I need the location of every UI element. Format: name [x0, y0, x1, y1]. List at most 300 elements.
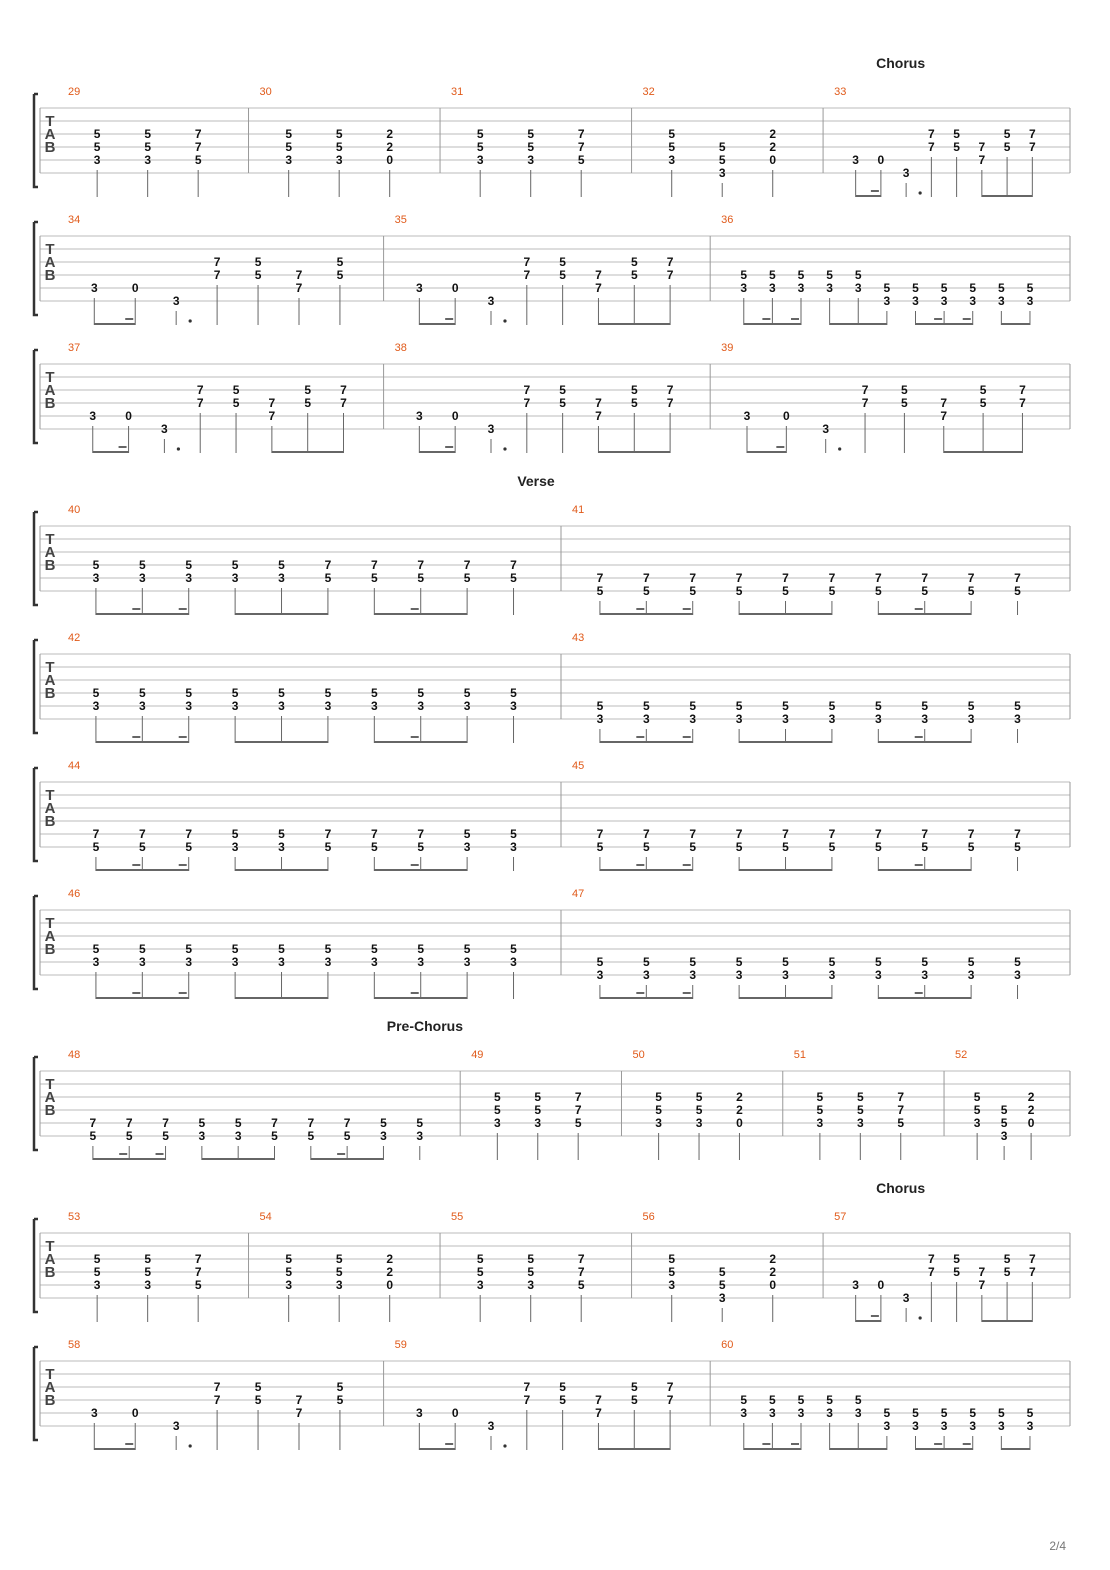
fret-number: 0 — [769, 1278, 777, 1292]
fret-number: 5 — [335, 127, 343, 141]
fret-number: 3 — [912, 294, 919, 308]
fret-number: 3 — [463, 955, 471, 969]
fret-number: 3 — [285, 1278, 293, 1292]
measure-number: 51 — [793, 1049, 807, 1061]
beam — [598, 1448, 670, 1450]
fret-number: 3 — [417, 699, 425, 713]
fret-number: 3 — [335, 153, 343, 167]
fret-number: 3 — [415, 409, 423, 423]
fret-number: 7 — [735, 571, 743, 585]
fret-number: 3 — [172, 1419, 180, 1433]
fret-number: 5 — [856, 1090, 864, 1104]
fret-number: 5 — [967, 840, 975, 854]
beam-16th — [125, 318, 133, 320]
fret-number: 7 — [213, 1393, 221, 1407]
fret-number: 3 — [998, 294, 1005, 308]
beam-16th — [411, 864, 419, 866]
fret-number: 5 — [695, 1090, 703, 1104]
fret-number: 3 — [487, 294, 495, 308]
fret-number: 5 — [782, 955, 789, 969]
fret-number: 5 — [144, 1265, 152, 1279]
fret-number: 3 — [1014, 712, 1021, 726]
fret-number: 7 — [666, 396, 674, 410]
fret-number: 5 — [816, 1090, 824, 1104]
fret-number: 5 — [527, 1252, 535, 1266]
tab-letter-a: A — [44, 800, 56, 817]
beam — [739, 741, 832, 743]
measure-number: 30 — [259, 86, 272, 98]
beam-16th — [156, 1153, 164, 1155]
staff-bracket — [34, 512, 38, 605]
section-label: Chorus — [876, 55, 926, 71]
fret-number: 3 — [510, 955, 517, 969]
fret-number: 5 — [324, 686, 332, 700]
fret-number: 5 — [883, 281, 891, 295]
fret-number: 5 — [630, 383, 638, 397]
dot — [503, 319, 506, 322]
measure-number: 31 — [451, 86, 464, 98]
fret-number: 5 — [417, 840, 425, 854]
fret-number: 3 — [969, 1419, 977, 1433]
fret-number: 7 — [642, 571, 650, 585]
fret-number: 5 — [93, 140, 101, 154]
tab-letter-b: B — [44, 1102, 56, 1119]
fret-number: 3 — [816, 1116, 824, 1130]
fret-number: 5 — [232, 383, 240, 397]
fret-number: 3 — [93, 1278, 101, 1292]
fret-number: 5 — [138, 942, 146, 956]
fret-number: 3 — [92, 571, 100, 585]
fret-number: 7 — [940, 396, 948, 410]
fret-number: 5 — [630, 1380, 638, 1394]
fret-number: 5 — [1014, 584, 1021, 598]
fret-number: 3 — [973, 1116, 981, 1130]
fret-number: 5 — [559, 255, 566, 269]
fret-number: 7 — [574, 1090, 582, 1104]
beam — [915, 323, 972, 325]
fret-number: 7 — [1019, 383, 1026, 397]
fret-number: 2 — [769, 1252, 777, 1266]
fret-number: 0 — [125, 409, 132, 423]
fret-number: 5 — [271, 1129, 278, 1143]
fret-number: 3 — [828, 712, 836, 726]
beam — [235, 869, 328, 871]
fret-number: 7 — [370, 558, 378, 572]
measure-number: 29 — [68, 86, 81, 98]
fret-number: 3 — [335, 1278, 343, 1292]
tab-letter-a: A — [44, 672, 56, 689]
fret-number: 3 — [695, 1116, 703, 1130]
fret-number: 5 — [254, 1380, 262, 1394]
fret-number: 2 — [736, 1090, 743, 1104]
fret-number: 7 — [577, 1252, 585, 1266]
fret-number: 7 — [978, 140, 986, 154]
tab-letter-a: A — [44, 126, 56, 143]
fret-number: 3 — [487, 422, 495, 436]
fret-number: 5 — [335, 140, 343, 154]
fret-number: 5 — [534, 1103, 542, 1117]
fret-number: 5 — [476, 140, 484, 154]
fret-number: 3 — [921, 968, 929, 982]
fret-number: 7 — [928, 140, 935, 154]
fret-number: 0 — [386, 1278, 394, 1292]
fret-number: 5 — [336, 255, 344, 269]
beam — [830, 323, 887, 325]
fret-number: 5 — [655, 1103, 662, 1117]
fret-number: 7 — [782, 827, 789, 841]
tab-letter-a: A — [44, 382, 56, 399]
measure-number: 40 — [68, 504, 81, 516]
fret-number: 7 — [324, 558, 332, 572]
beam-16th — [411, 736, 419, 738]
fret-number: 5 — [642, 584, 650, 598]
fret-number: 3 — [826, 281, 833, 295]
fret-number: 5 — [254, 268, 262, 282]
fret-number: 5 — [307, 1129, 315, 1143]
fret-number: 7 — [92, 827, 100, 841]
fret-number: 3 — [769, 281, 776, 295]
fret-number: 7 — [928, 127, 935, 141]
fret-number: 5 — [463, 942, 471, 956]
fret-number: 3 — [463, 840, 471, 854]
fret-number: 3 — [852, 153, 859, 167]
fret-number: 0 — [877, 153, 885, 167]
fret-number: 5 — [689, 840, 697, 854]
fret-number: 5 — [162, 1129, 169, 1143]
fret-number: 5 — [370, 942, 378, 956]
beam — [600, 869, 693, 871]
fret-number: 3 — [822, 422, 830, 436]
beam-16th — [179, 608, 187, 610]
beam-16th — [132, 736, 140, 738]
fret-number: 5 — [630, 396, 638, 410]
fret-number: 7 — [861, 396, 869, 410]
fret-number: 0 — [131, 1406, 139, 1420]
dot — [838, 447, 841, 450]
fret-number: 5 — [194, 1278, 202, 1292]
fret-number: 5 — [940, 281, 948, 295]
fret-number: 3 — [534, 1116, 542, 1130]
fret-number: 7 — [213, 1380, 221, 1394]
staff-bracket — [34, 896, 38, 989]
fret-number: 7 — [213, 268, 221, 282]
fret-number: 3 — [1014, 968, 1021, 982]
fret-number: 5 — [370, 571, 378, 585]
fret-number: 7 — [1014, 571, 1021, 585]
fret-number: 7 — [523, 383, 531, 397]
beam — [235, 997, 328, 999]
fret-number: 3 — [596, 968, 604, 982]
fret-number: 7 — [138, 827, 146, 841]
fret-number: 7 — [978, 1278, 986, 1292]
fret-number: 5 — [510, 686, 517, 700]
fret-number: 5 — [740, 268, 748, 282]
fret-number: 5 — [642, 955, 650, 969]
fret-number: 5 — [1014, 955, 1021, 969]
beam — [1001, 323, 1030, 325]
fret-number: 7 — [271, 1116, 278, 1130]
beam — [272, 451, 344, 453]
fret-number: 5 — [574, 1116, 582, 1130]
fret-number: 3 — [826, 1406, 833, 1420]
fret-number: 5 — [285, 127, 293, 141]
measure-number: 48 — [68, 1049, 81, 1061]
fret-number: 5 — [534, 1090, 542, 1104]
dot — [177, 447, 180, 450]
tab-letter-a: A — [44, 544, 56, 561]
fret-number: 5 — [735, 584, 743, 598]
fret-number: 5 — [92, 558, 100, 572]
fret-number: 5 — [826, 1393, 833, 1407]
fret-number: 7 — [295, 268, 303, 282]
tab-letter-a: A — [44, 1089, 56, 1106]
tab-letter-b: B — [44, 267, 56, 284]
fret-number: 7 — [268, 396, 276, 410]
beam-16th — [636, 992, 644, 994]
fret-number: 7 — [577, 1265, 585, 1279]
fret-number: 5 — [144, 127, 152, 141]
fret-number: 7 — [595, 1393, 602, 1407]
fret-number: 5 — [998, 1406, 1005, 1420]
fret-number: 0 — [451, 281, 459, 295]
fret-number: 3 — [797, 1406, 805, 1420]
fret-number: 3 — [278, 840, 285, 854]
beam-16th — [132, 864, 140, 866]
beam — [96, 869, 189, 871]
measure-number: 37 — [68, 342, 81, 354]
fret-number: 5 — [953, 1265, 960, 1279]
fret-number: 5 — [231, 558, 239, 572]
fret-number: 3 — [596, 712, 604, 726]
fret-number: 7 — [1028, 1252, 1036, 1266]
fret-number: 3 — [718, 166, 726, 180]
beam — [878, 869, 971, 871]
fret-number: 5 — [1003, 1265, 1011, 1279]
tab-letter-b: B — [44, 685, 56, 702]
fret-number: 5 — [967, 584, 975, 598]
staff-bracket — [34, 350, 38, 443]
fret-number: 5 — [138, 840, 146, 854]
fret-number: 0 — [877, 1278, 885, 1292]
fret-number: 5 — [476, 127, 484, 141]
fret-number: 5 — [874, 699, 882, 713]
section-label: Verse — [517, 473, 555, 489]
fret-number: 2 — [386, 127, 394, 141]
measure-number: 47 — [572, 888, 585, 900]
fret-number: 3 — [476, 1278, 484, 1292]
fret-number: 5 — [921, 840, 929, 854]
fret-number: 3 — [185, 955, 193, 969]
fret-number: 5 — [93, 1265, 101, 1279]
fret-number: 7 — [324, 827, 332, 841]
beam-16th — [445, 446, 453, 448]
fret-number: 3 — [735, 712, 743, 726]
beam — [739, 997, 832, 999]
beam — [96, 613, 189, 615]
fret-number: 7 — [196, 396, 204, 410]
fret-number: 7 — [417, 827, 425, 841]
dot — [503, 447, 506, 450]
beam — [600, 997, 693, 999]
beam-16th — [119, 1153, 127, 1155]
fret-number: 5 — [630, 268, 638, 282]
fret-number: 2 — [1027, 1103, 1035, 1117]
measure-number: 33 — [834, 86, 847, 98]
fret-number: 5 — [417, 686, 425, 700]
fret-number: 3 — [735, 968, 743, 982]
fret-number: 5 — [969, 1406, 977, 1420]
fret-number: 3 — [278, 955, 285, 969]
tab-letter-t: T — [45, 659, 55, 676]
fret-number: 5 — [493, 1090, 501, 1104]
measure-number: 38 — [394, 342, 407, 354]
fret-number: 3 — [668, 1278, 676, 1292]
beam — [598, 451, 670, 453]
fret-number: 3 — [476, 153, 484, 167]
fret-number: 7 — [125, 1116, 133, 1130]
beam-16th — [411, 608, 419, 610]
fret-number: 0 — [451, 1406, 459, 1420]
fret-number: 7 — [89, 1116, 97, 1130]
fret-number: 5 — [417, 942, 425, 956]
tab-letter-t: T — [45, 113, 55, 130]
beam — [96, 741, 189, 743]
fret-number: 3 — [144, 153, 152, 167]
fret-number: 7 — [666, 268, 674, 282]
fret-number: 5 — [416, 1116, 424, 1130]
fret-number: 5 — [254, 1393, 262, 1407]
fret-number: 3 — [1000, 1129, 1008, 1143]
fret-number: 3 — [92, 699, 100, 713]
measure-number: 50 — [632, 1049, 645, 1061]
beam-16th — [934, 318, 942, 320]
measure-number: 32 — [642, 86, 655, 98]
fret-number: 5 — [278, 942, 285, 956]
beam — [419, 451, 455, 453]
fret-number: 5 — [797, 268, 805, 282]
fret-number: 3 — [854, 281, 862, 295]
fret-number: 7 — [574, 1103, 582, 1117]
fret-number: 3 — [161, 422, 168, 436]
fret-number: 3 — [185, 571, 193, 585]
beam-16th — [636, 864, 644, 866]
fret-number: 5 — [336, 1393, 344, 1407]
fret-number: 3 — [324, 955, 332, 969]
fret-number: 5 — [185, 942, 193, 956]
beam-16th — [915, 736, 923, 738]
fret-number: 5 — [718, 1278, 726, 1292]
staff-bracket — [34, 1347, 38, 1440]
fret-number: 5 — [782, 840, 789, 854]
fret-number: 7 — [921, 571, 929, 585]
fret-number: 7 — [595, 409, 602, 423]
tab-letter-b: B — [44, 813, 56, 830]
fret-number: 7 — [523, 255, 531, 269]
fret-number: 5 — [921, 955, 929, 969]
fret-number: 7 — [897, 1103, 905, 1117]
staff-bracket — [34, 1219, 38, 1312]
tab-letter-t: T — [45, 1366, 55, 1383]
dot — [189, 1444, 192, 1447]
fret-number: 7 — [577, 140, 585, 154]
fret-number: 3 — [415, 281, 423, 295]
fret-number: 5 — [510, 942, 517, 956]
fret-number: 5 — [577, 1278, 585, 1292]
fret-number: 3 — [90, 281, 98, 295]
fret-number: 5 — [370, 686, 378, 700]
fret-number: 5 — [527, 140, 535, 154]
beam — [600, 741, 693, 743]
fret-number: 5 — [874, 840, 882, 854]
beam-16th — [915, 864, 923, 866]
fret-number: 7 — [689, 571, 697, 585]
beam-16th — [179, 992, 187, 994]
fret-number: 3 — [172, 294, 180, 308]
beam-16th — [776, 446, 784, 448]
measure-number: 52 — [955, 1049, 968, 1061]
section-label: Chorus — [876, 1180, 926, 1196]
fret-number: 7 — [967, 571, 975, 585]
fret-number: 3 — [902, 1291, 910, 1305]
fret-number: 5 — [979, 383, 987, 397]
fret-number: 5 — [668, 1265, 676, 1279]
fret-number: 5 — [1003, 127, 1011, 141]
beam — [94, 1448, 135, 1450]
fret-number: 5 — [973, 1103, 981, 1117]
fret-number: 5 — [285, 140, 293, 154]
fret-number: 5 — [493, 1103, 501, 1117]
fret-number: 5 — [304, 396, 312, 410]
fret-number: 5 — [874, 584, 882, 598]
fret-number: 3 — [782, 968, 789, 982]
fret-number: 7 — [463, 558, 471, 572]
fret-number: 5 — [596, 584, 604, 598]
beam — [94, 323, 135, 325]
fret-number: 3 — [797, 281, 805, 295]
fret-number: 7 — [595, 1406, 602, 1420]
fret-number: 5 — [324, 942, 332, 956]
fret-number: 3 — [93, 153, 101, 167]
beam-16th — [791, 318, 799, 320]
tab-letter-a: A — [44, 928, 56, 945]
fret-number: 5 — [769, 268, 776, 282]
fret-number: 5 — [185, 686, 193, 700]
beam — [915, 1448, 972, 1450]
beam-16th — [963, 318, 971, 320]
fret-number: 2 — [386, 1265, 394, 1279]
fret-number: 3 — [185, 699, 193, 713]
beam — [982, 1320, 1032, 1322]
fret-number: 7 — [861, 383, 869, 397]
tab-letter-t: T — [45, 915, 55, 932]
fret-number: 3 — [769, 1406, 776, 1420]
fret-number: 5 — [735, 840, 743, 854]
fret-number: 5 — [630, 1393, 638, 1407]
fret-number: 7 — [510, 558, 517, 572]
fret-number: 5 — [278, 686, 285, 700]
beam — [419, 1448, 455, 1450]
fret-number: 3 — [231, 571, 239, 585]
fret-number: 5 — [463, 571, 471, 585]
fret-number: 7 — [577, 127, 585, 141]
beam — [1001, 1448, 1030, 1450]
fret-number: 5 — [304, 383, 312, 397]
fret-number: 5 — [856, 1103, 864, 1117]
fret-number: 7 — [523, 396, 531, 410]
fret-number: 3 — [852, 1278, 859, 1292]
beam — [856, 195, 881, 197]
fret-number: 5 — [92, 942, 100, 956]
